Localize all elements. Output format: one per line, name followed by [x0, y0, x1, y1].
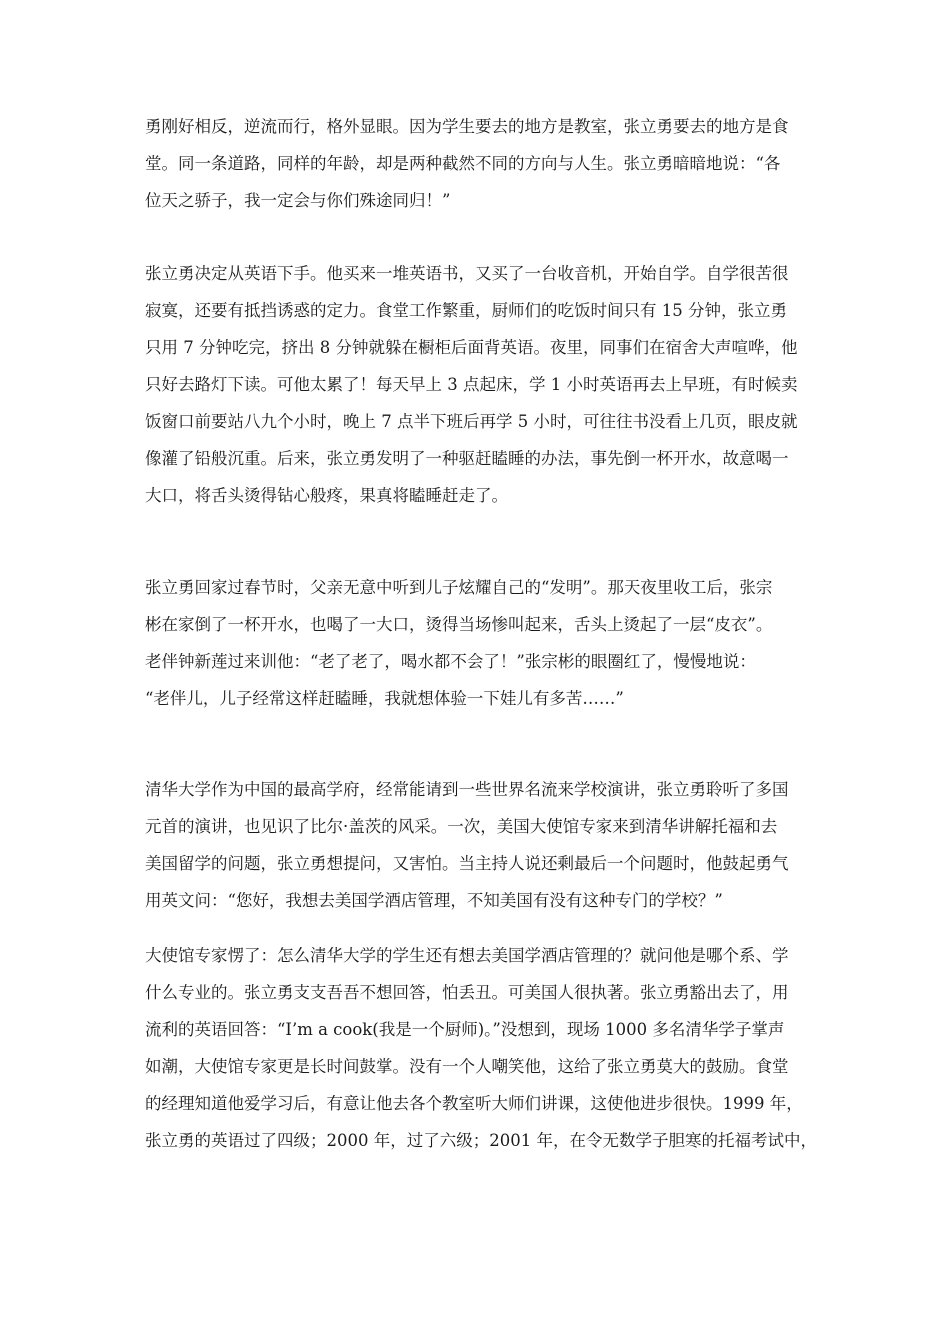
paragraph-5: [145, 937, 825, 1159]
text-line: 什么专业的。张立勇支支吾吾不想回答，怕丢丑。可美国人很执著。张立勇豁出去了，用: [145, 983, 789, 1002]
paragraph-4: [145, 771, 825, 919]
text-line: 用英文问：“您好，我想去美国学酒店管理，不知美国有没有这种专门的学校？”: [145, 891, 723, 910]
text-line: 老伴钟新莲过来训他：“老了老了，喝水都不会了！”张宗彬的眼圈红了，慢慢地说：: [145, 652, 756, 671]
text-line: 彬在家倒了一杯开水，也喝了一大口，烫得当场惨叫起来，舌头上烫起了一层“皮衣”。: [145, 615, 773, 634]
text-line: 像灌了铅般沉重。后来，张立勇发明了一种驱赶瞌睡的办法，事先倒一杯开水，故意喝一: [145, 449, 789, 468]
text-line: 清华大学作为中国的最高学府，经常能请到一些世界名流来学校演讲，张立勇聆听了多国: [145, 780, 789, 799]
text-line: 勇刚好相反，逆流而行，格外显眼。因为学生要去的地方是教室，张立勇要去的地方是食: [145, 117, 789, 136]
text-line: 饭窗口前要站八九个小时，晚上 7 点半下班后再学 5 小时，可往往书没看上几页，眼皮就: [145, 412, 798, 431]
text-line: 流利的英语回答：“I’m a cook(我是一个厨师)。”没想到，现场 1000 多名清华学子掌声: [145, 1020, 785, 1039]
text-line: “老伴儿，儿子经常这样赶瞌睡，我就想体验一下娃儿有多苦……”: [145, 689, 624, 708]
text-line: 寂寞，还要有抵挡诱惑的定力。食堂工作繁重，厨师们的吃饭时间只有 15 分钟，张立勇: [145, 301, 787, 320]
text-line: 张立勇的英语过了四级；2000 年，过了六级；2001 年，在令无数学子胆寒的托福考试中，: [145, 1131, 817, 1150]
text-line: 如潮，大使馆专家更是长时间鼓掌。没有一个人嘲笑他，这给了张立勇莫大的鼓励。食堂: [145, 1057, 789, 1076]
text-line: 大使馆专家愣了：怎么清华大学的学生还有想去美国学酒店管理的？就问他是哪个系、学: [145, 946, 789, 965]
text-line: 位天之骄子，我一定会与你们殊途同归！”: [145, 191, 451, 210]
text-line: 元首的演讲，也见识了比尔·盖茨的风采。一次，美国大使馆专家来到清华讲解托福和去: [145, 817, 778, 836]
text-line: 只好去路灯下读。可他太累了！每天早上 3 点起床，学 1 小时英语再去上早班，有时候卖: [145, 375, 798, 394]
text-line: 堂。同一条道路，同样的年龄，却是两种截然不同的方向与人生。张立勇暗暗地说：“各: [145, 154, 781, 173]
text-line: 的经理知道他爱学习后，有意让他去各个教室听大师们讲课，这使他进步很快。1999 年，: [145, 1094, 803, 1113]
text-line: 美国留学的问题，张立勇想提问，又害怕。当主持人说还剩最后一个问题时，他鼓起勇气: [145, 854, 789, 873]
text-line: 只用 7 分钟吃完，挤出 8 分钟就躲在橱柜后面背英语。夜里，同事们在宿舍大声喧哗，他: [145, 338, 798, 357]
paragraph-2: [145, 255, 825, 514]
paragraph-3: [145, 569, 825, 717]
text-line: 张立勇回家过春节时，父亲无意中听到儿子炫耀自己的“发明”。那天夜里收工后，张宗: [145, 578, 773, 597]
text-line: 大口，将舌头烫得钻心般疼，果真将瞌睡赶走了。: [145, 486, 508, 505]
paragraph-1: [145, 108, 825, 219]
text-line: 张立勇决定从英语下手。他买来一堆英语书，又买了一台收音机，开始自学。自学很苦很: [145, 264, 789, 283]
